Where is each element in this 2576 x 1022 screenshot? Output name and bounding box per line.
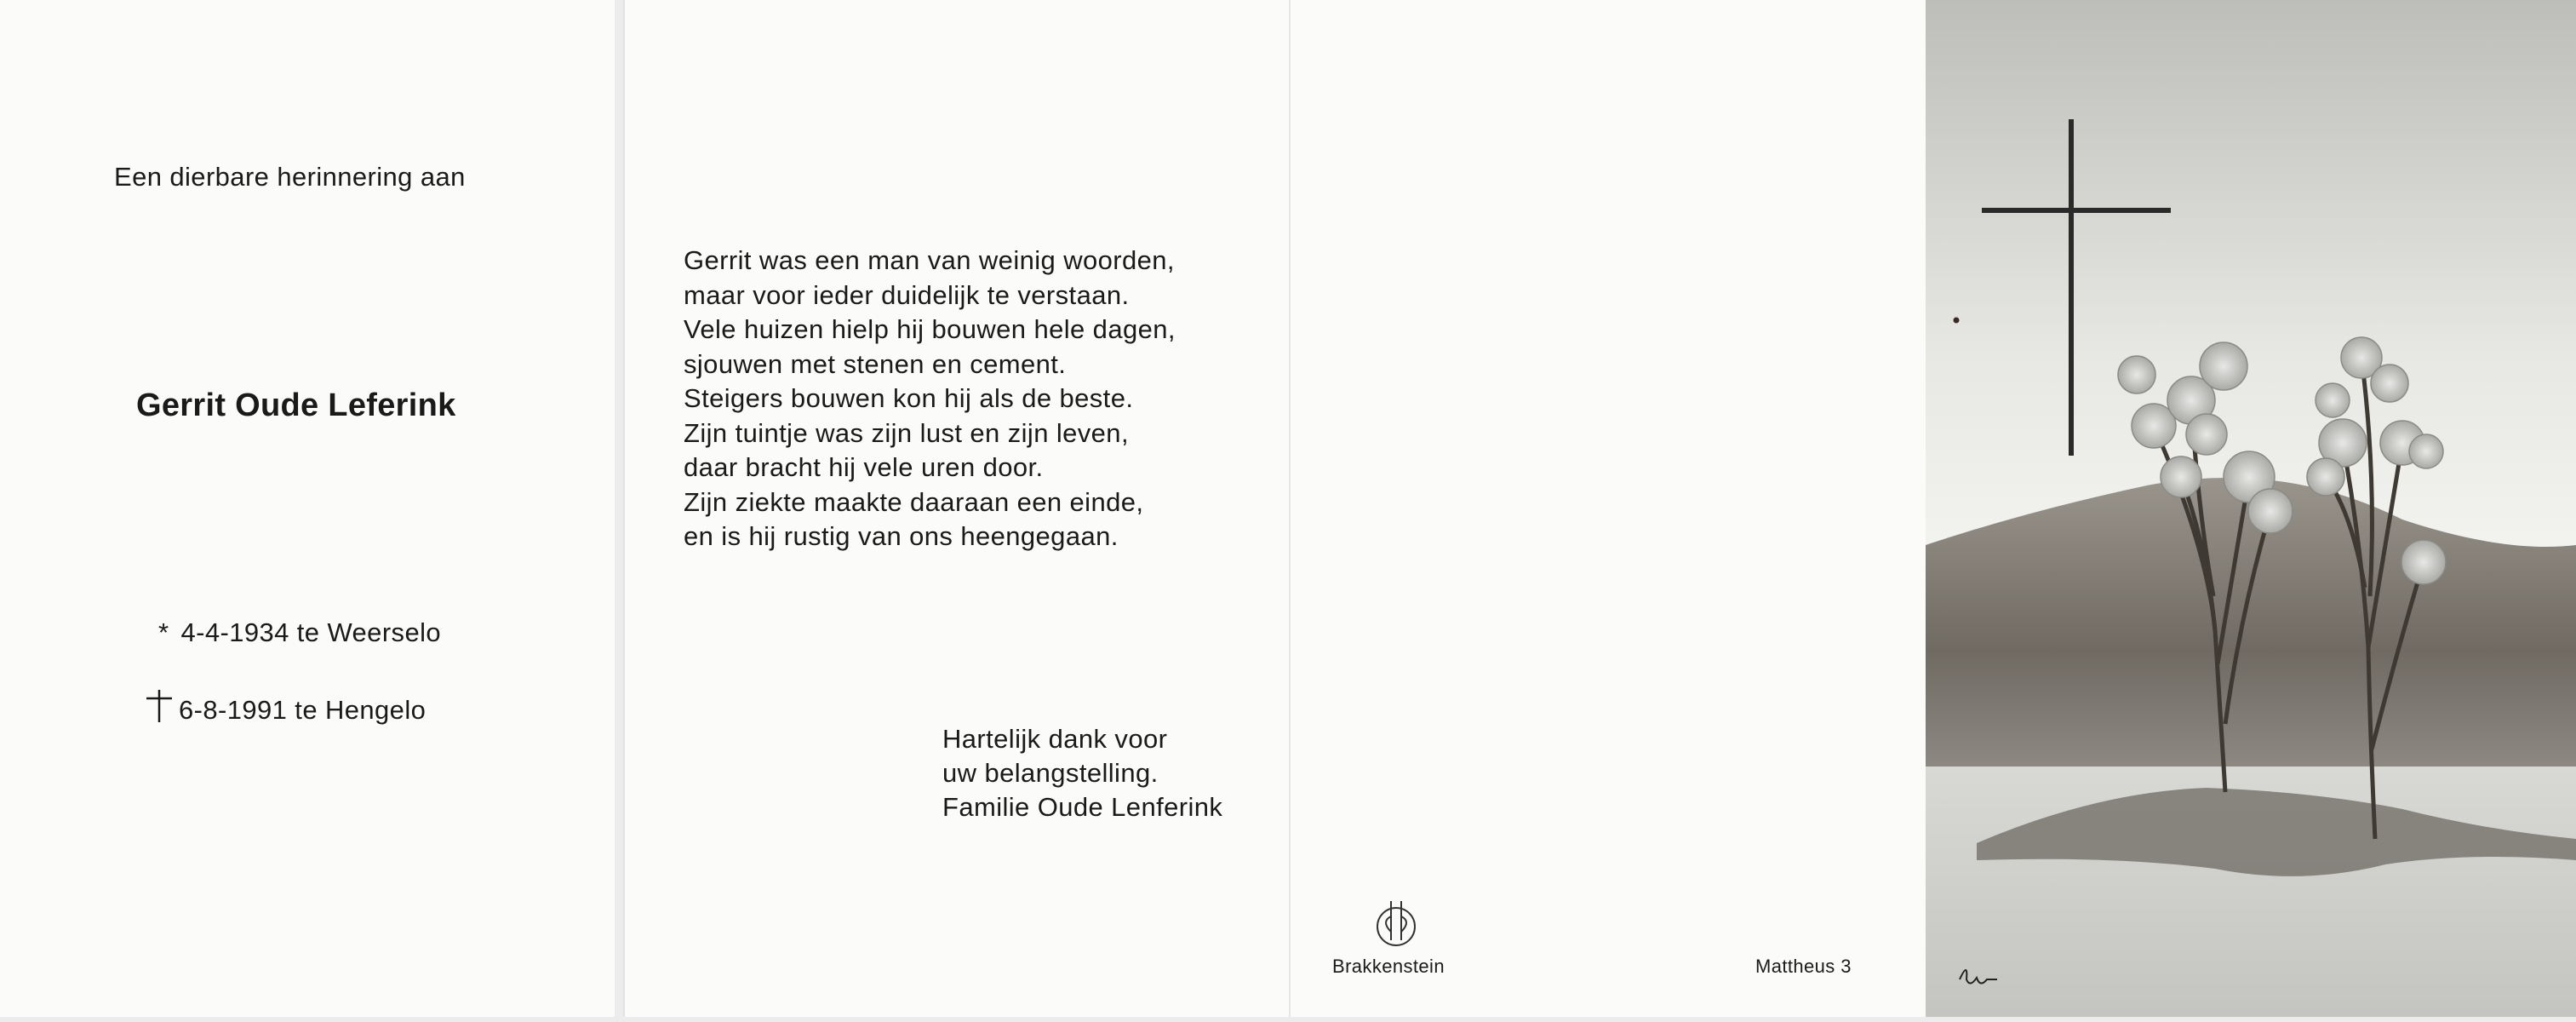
cross-icon	[145, 688, 174, 729]
poem	[684, 244, 1176, 554]
bible-reference: Mattheus 3	[1755, 956, 1852, 977]
birth-date-place: 4-4-1934 te Weerselo	[180, 617, 442, 647]
poem-line: Steigers bouwen kon hij als de beste.	[684, 383, 1134, 413]
publisher-name: Brakkenstein	[1332, 956, 1445, 977]
poem-line: maar voor ieder duidelijk te verstaan.	[684, 279, 1130, 310]
thanks-line: uw belangstelling.	[942, 758, 1159, 788]
landscape-illustration	[1926, 0, 2576, 1017]
poem-line: Gerrit was een man van weinig woorden,	[684, 245, 1175, 275]
deceased-name: Gerrit Oude Leferink	[136, 388, 456, 423]
publisher-logo-icon	[1372, 898, 1420, 953]
family-signature: Familie Oude Lenferink	[942, 792, 1223, 822]
card-panel-front	[0, 0, 615, 1017]
death-line	[145, 688, 426, 729]
poem-line: Vele huizen hielp hij bouwen hele dagen,	[684, 314, 1176, 344]
thanks-line: Hartelijk dank voor	[942, 724, 1168, 754]
thanks-note	[942, 722, 1222, 824]
card-panel-illustration	[1926, 0, 2576, 1017]
intro-text: Een dierbare herinnering aan	[114, 162, 466, 192]
poem-line: Zijn tuintje was zijn lust en zijn leven,	[684, 417, 1129, 448]
poem-line: Zijn ziekte maakte daaraan een einde,	[684, 486, 1144, 517]
poem-line: daar bracht hij vele uren door.	[684, 452, 1044, 482]
poem-line: sjouwen met stenen en cement.	[684, 348, 1067, 379]
poem-line: en is hij rustig van ons heengegaan.	[684, 521, 1119, 551]
card-panel-back	[1289, 0, 1927, 1017]
birth-line	[158, 617, 441, 648]
birth-symbol: *	[158, 617, 169, 647]
death-date-place: 6-8-1991 te Hengelo	[179, 695, 426, 725]
